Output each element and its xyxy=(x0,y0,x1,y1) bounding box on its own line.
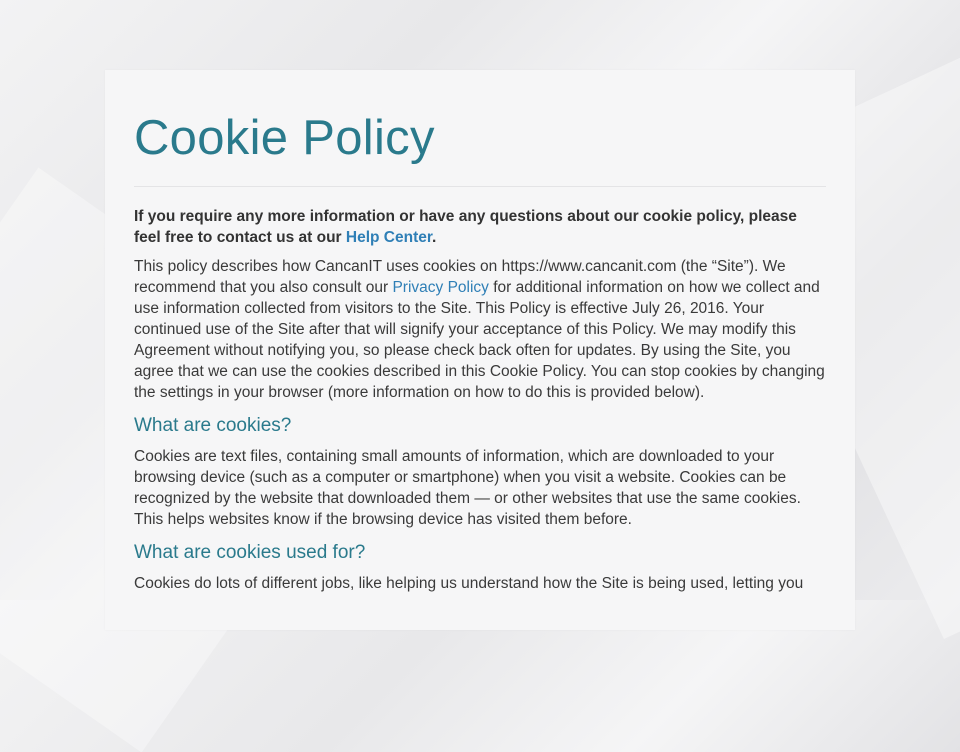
lead-text-end: . xyxy=(432,229,437,246)
intro-text: This policy describes how CancanIT uses cookies on https://www.cancanit.com (the “Site”). We recommend that you also consult our xyxy=(134,258,786,296)
policy-card xyxy=(105,70,855,630)
lead-text: If you require any more information or have any questions about our cookie policy, please feel free to contact us at our xyxy=(134,208,797,246)
title-divider xyxy=(134,186,826,187)
privacy-policy-link[interactable]: Privacy Policy xyxy=(392,279,489,296)
page-title: Cookie Policy xyxy=(134,111,435,165)
help-center-link[interactable]: Help Center xyxy=(345,229,433,246)
intro-paragraph xyxy=(134,256,826,403)
section-heading-cookies-used-for: What are cookies used for? xyxy=(134,542,366,563)
section-body-cookies-used-for: Cookies do lots of different jobs, like helping us understand how the Site is being used, letting you xyxy=(134,575,804,592)
section-body-what-are-cookies: Cookies are text files, containing small amounts of information, which are downloaded to your browsing device (such as a computer or smartphone) when you visit a website. Cookies can be recognized by the website that downloaded them — or other websites that use the same cookies. This helps websites know if the browsing device has visited them before. xyxy=(134,448,801,528)
lead-paragraph xyxy=(134,206,826,248)
intro-text-end: for additional information on how we collect and use information collected from visitors to the Site. This Policy is effective July 26, 2016. Your continued use of the Site after that will signify your acceptance of this Policy. We may modify this Agreement without notifying you, so please check back often for updates. By using the Site, you agree that we can use the cookies described in this Cookie Policy. You can stop cookies by changing the settings in your browser (more information on how to do this is provided below). xyxy=(134,279,825,401)
policy-content xyxy=(134,108,826,603)
section-heading-what-are-cookies: What are cookies? xyxy=(134,415,292,436)
